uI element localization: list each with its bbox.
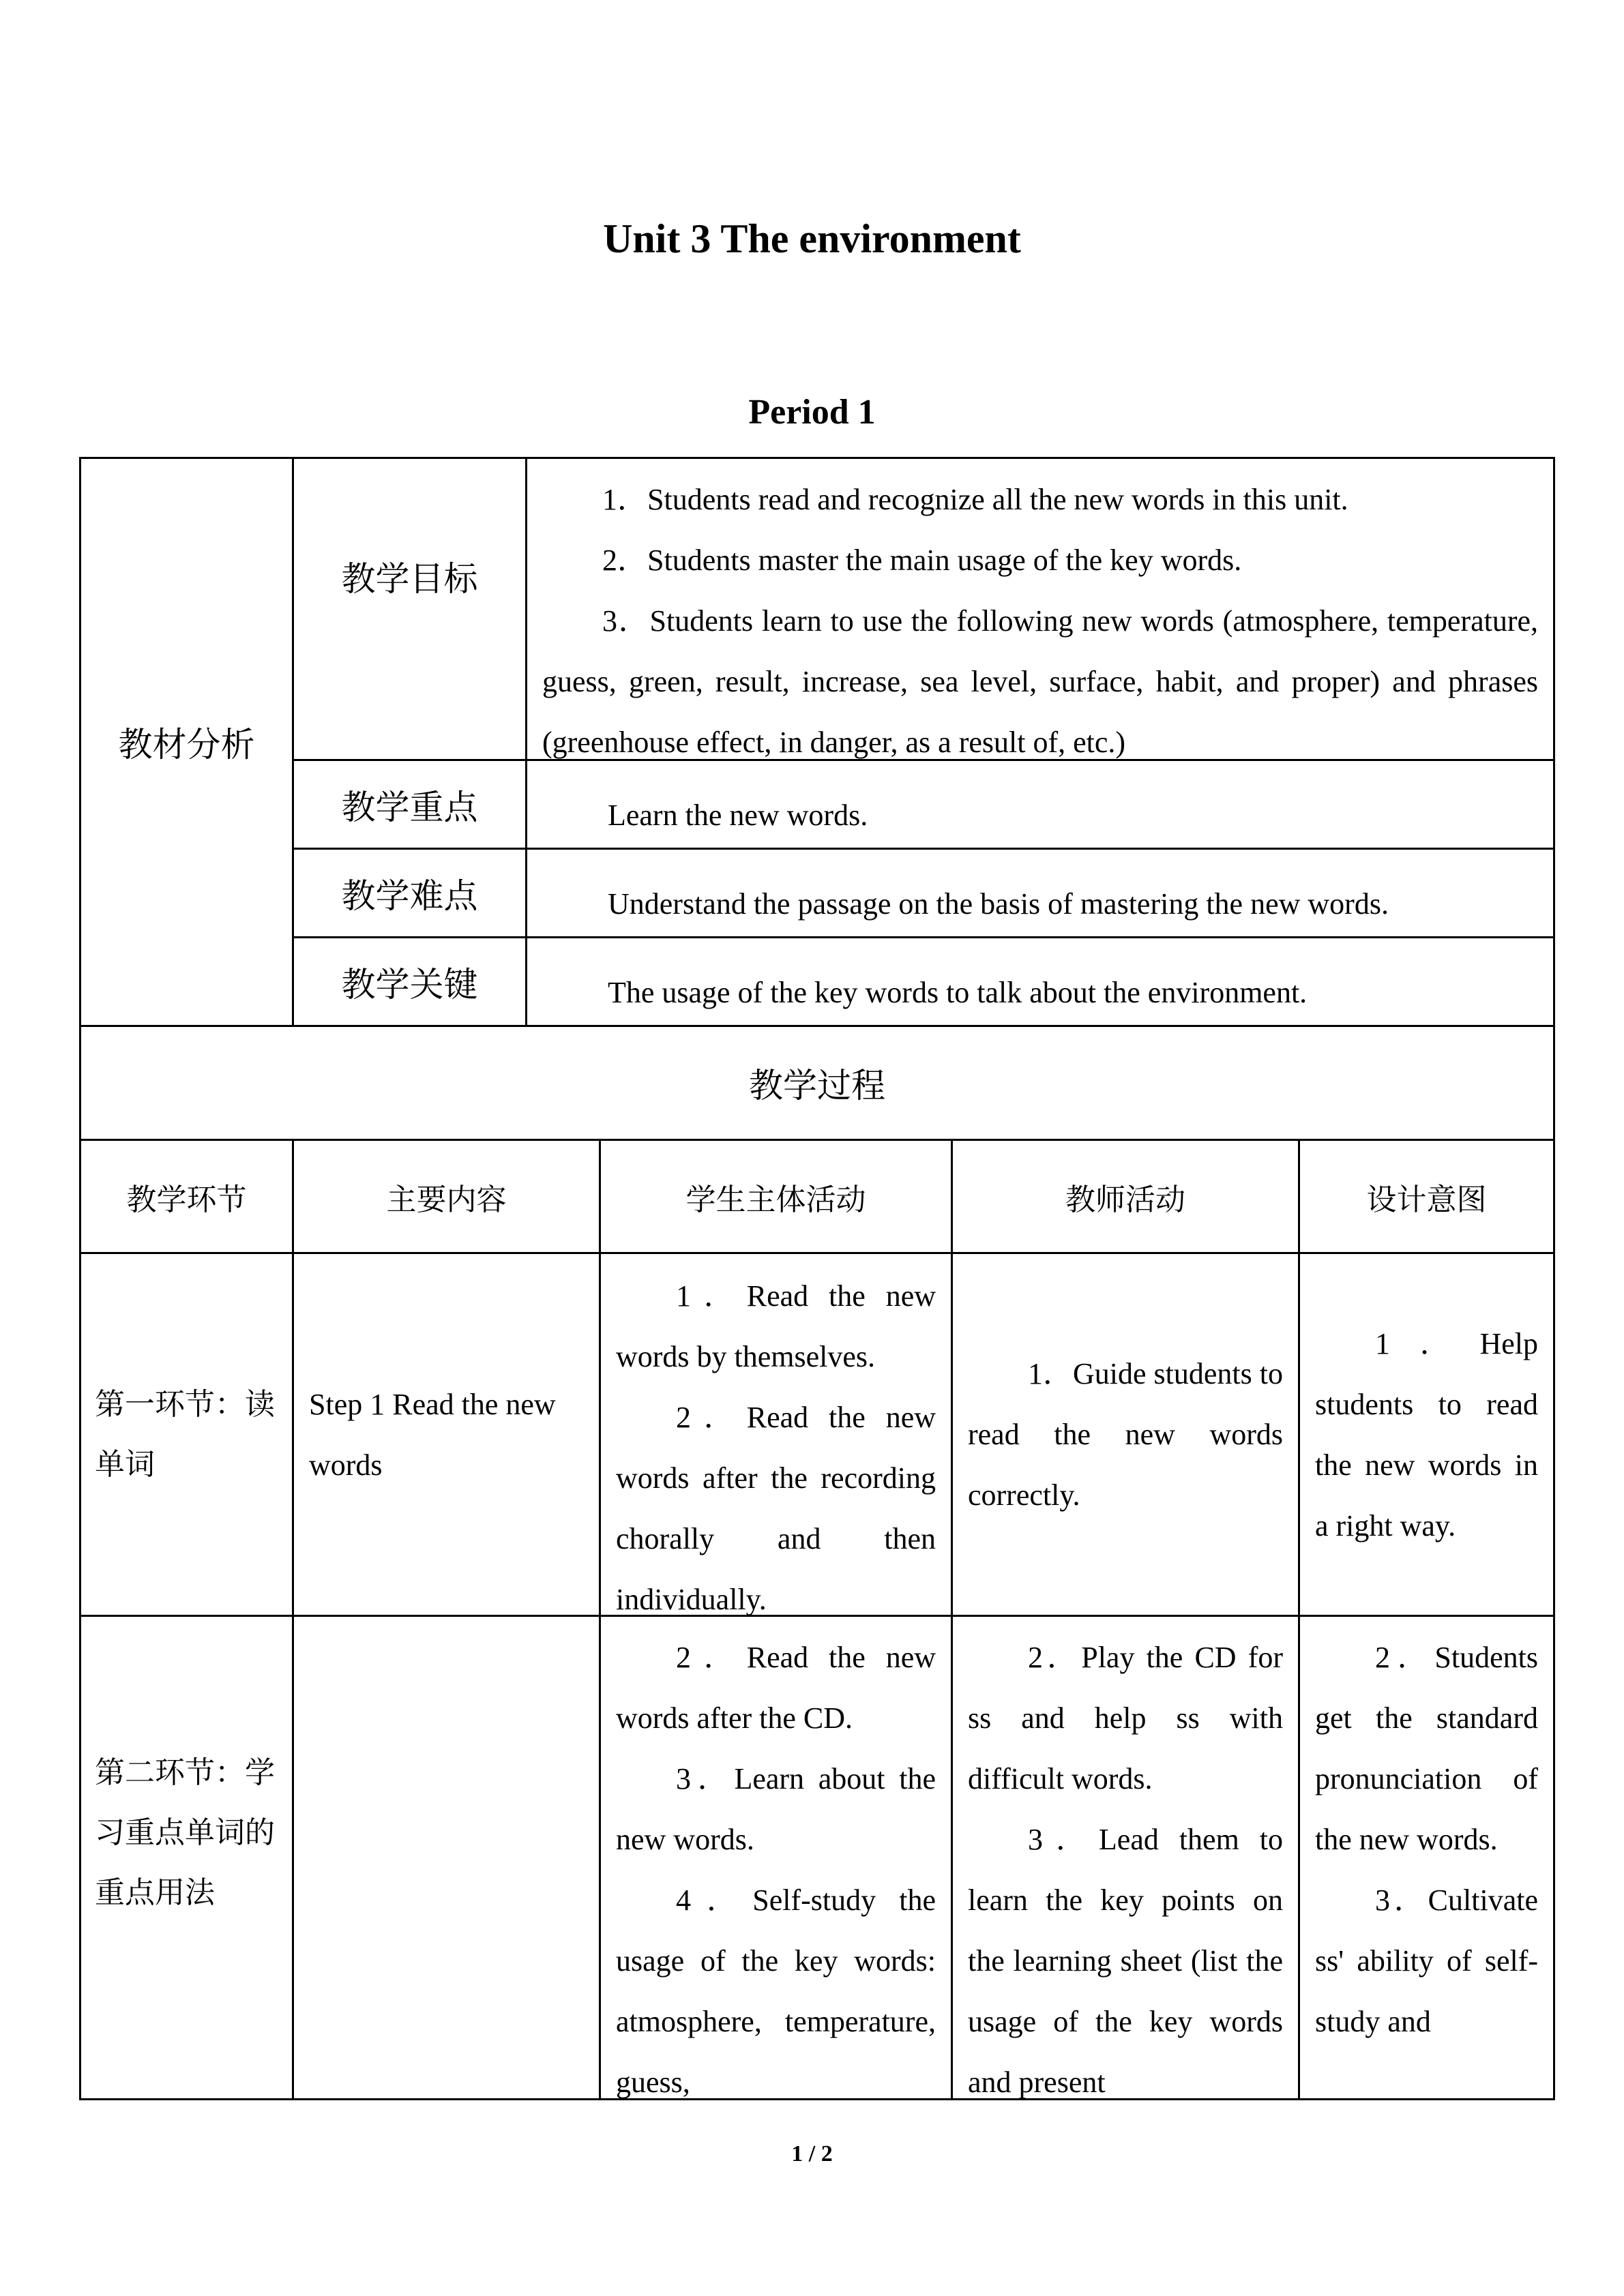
analysis-group-label: 教材分析 <box>118 725 255 764</box>
student-activity-item: 2．Read the new words after the CD. <box>616 1641 936 1735</box>
design-purpose-cell <box>1300 1627 1553 2098</box>
process-heading: 教学过程 <box>749 1066 885 1105</box>
objectives-label: 教学目标 <box>341 559 478 599</box>
difficulties-label: 教学难点 <box>341 876 478 916</box>
key-points-label: 教学重点 <box>341 787 478 827</box>
column-header: 教学环节 <box>126 1182 247 1217</box>
design-purpose-cell <box>1300 1254 1553 1615</box>
page-number: 1 / 2 <box>791 2141 833 2166</box>
column-header: 设计意图 <box>1366 1182 1487 1217</box>
objectives-text <box>527 469 1553 773</box>
design-purpose-item: 2．Students get the standard pronunciation of the new words. <box>1315 1641 1538 1856</box>
key-points-text: Learn the new words. <box>608 799 868 832</box>
period-title: Period 1 <box>748 393 876 432</box>
content-cell <box>294 1617 599 2098</box>
column-header: 教师活动 <box>1065 1182 1185 1217</box>
stage-cell: 第二环节：学习重点单词的重点用法 <box>95 1755 275 1910</box>
student-activity-item: 1．Read the new words by themselves. <box>616 1279 936 1373</box>
column-header: 学生主体活动 <box>685 1182 866 1217</box>
student-activity-item: 2．Read the new words after the recording chorally and then individually. <box>616 1401 936 1616</box>
objective-item: 3．Students learn to use the following new words (atmosphere, temperature, guess, green, result, increase, sea level, surface, habit, and proper) and phrases (greenhouse effect, in danger, as a result of, etc.) <box>542 604 1538 759</box>
table-border <box>1553 457 1555 2100</box>
teacher-activity-item: 2．Play the CD for ss and help ss with difficult words. <box>968 1641 1283 1795</box>
teacher-activity-cell <box>953 1627 1298 2098</box>
column-header: 主要内容 <box>386 1182 507 1217</box>
difficulties-text: Understand the passage on the basis of mastering the new words. <box>608 887 1389 921</box>
teacher-activity-cell <box>953 1254 1298 1615</box>
student-activity-cell <box>601 1627 951 2098</box>
table-border <box>79 457 1555 459</box>
design-purpose-item: 3．Cultivate ss' ability of self-study and <box>1315 1883 1538 2038</box>
objective-item: 1．Students read and recognize all the new words in this unit. <box>602 483 1348 516</box>
teacher-activity-item: 1．Guide students to read the new words correctly. <box>968 1357 1283 1512</box>
student-activity-item: 3．Learn about the new words. <box>616 1762 936 1856</box>
document-title: Unit 3 The environment <box>603 216 1021 261</box>
content-text: Step 1 Read the new words <box>309 1387 556 1482</box>
table-border <box>79 2098 1555 2100</box>
stage-cell: 第一环节：读单词 <box>95 1386 275 1482</box>
key-focus-label: 教学关键 <box>341 964 478 1004</box>
student-activity-cell <box>601 1266 951 1630</box>
key-focus-text: The usage of the key words to talk about the environment. <box>608 976 1308 1009</box>
student-activity-item: 4．Self-study the usage of the key words: atmosphere, temperature, guess, <box>616 1883 936 2098</box>
teacher-activity-item: 3．Lead them to learn the key points on the learning sheet (list the usage of the key words and present <box>968 1823 1283 2098</box>
content-cell <box>294 1254 599 1615</box>
design-purpose-item: 1．Help students to read the new words in a right way. <box>1315 1326 1538 1542</box>
objective-item: 2．Students master the main usage of the key words. <box>602 543 1242 577</box>
